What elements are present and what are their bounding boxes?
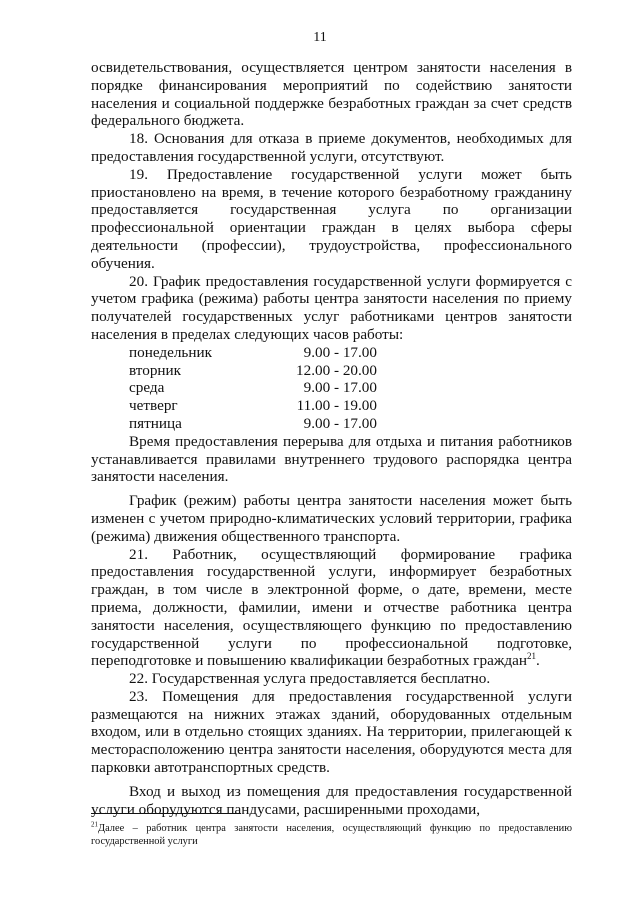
paragraph-schedule-change: График (режим) работы центра занятости населения может быть изменен с учетом природно-климатических условий территории, графика (режима) движения общественного транспорта. [91, 492, 572, 545]
footnote-divider [91, 813, 241, 814]
schedule-day: понедельник [129, 343, 212, 361]
schedule-time: 11.00 - 19.00 [296, 397, 377, 415]
paragraph-continuation: освидетельствования, осуществляется центром занятости населения в порядке финансирования мероприятий по содействию занятости населения и социальной поддержке безработных граждан за счет средств федерального бюджета. [91, 59, 572, 130]
paragraph-22: 22. Государственная услуга предоставляется бесплатно. [129, 670, 491, 688]
table-row [129, 397, 377, 415]
schedule-day: вторник [129, 361, 182, 379]
document-body [91, 59, 572, 818]
table-row [129, 379, 377, 397]
page-number: 11 [313, 30, 327, 45]
paragraph-23: 23. Помещения для предоставления государственной услуги размещаются на нижних этажах зданий, оборудованных отдельным входом, или в отдельно стоящих зданиях. На территории, прилегающей к месторасположению центра занятости населения, оборудуются места для парковки автотранспортных средств. [91, 687, 572, 777]
schedule-day: пятница [129, 414, 182, 432]
footnote [91, 822, 572, 848]
table-row [129, 362, 377, 380]
footnote-mark: 21 [91, 820, 98, 829]
paragraph-20: 20. График предоставления государственной услуги формируется с учетом графика (режима) работы центра занятости населения по приему получателей государственных услуг работниками центров занятости населения в пределах следующих часов работы: [91, 272, 572, 343]
footnote-text: Далее – работник центра занятости населения, осуществляющий функцию по предоставлению государственной услуги [91, 823, 572, 847]
schedule-time: 9.00 - 17.00 [303, 379, 377, 397]
paragraph-21-text: 21. Работник, осуществляющий формирование графика предоставления государственной услуги, информирует безработных граждан, в том числе в электронной форме, о дате, времени, месте приема, должности, фамилии, имени и отчестве работника центра занятости населения, осуществляющего функцию по предоставлению государственной услуги по профессиональной подготовке, переподготовке и повышению квалификации безработных граждан [91, 545, 572, 670]
schedule-time: 9.00 - 17.00 [303, 343, 377, 361]
paragraph-break-time: Время предоставления перерыва для отдыха и питания работников устанавливается правилами внутреннего трудового распорядка центра занятости населения. [91, 432, 572, 486]
schedule-time: 12.00 - 20.00 [296, 361, 377, 379]
footnote-reference[interactable]: 21 [526, 651, 536, 662]
paragraph-19: 19. Предоставление государственной услуги может быть приостановлено на время, в течение которого безработному гражданину предоставляется государственная услуга по организации профессиональной ориентации граждан в целях выбора сферы деятельности (профессии), трудоустройства, профессионального обучения. [91, 165, 572, 272]
schedule-day: четверг [129, 397, 178, 415]
paragraph-entry-exit: Вход и выход из помещения для предоставления государственной услуги оборудуются пандусами, расширенными проходами, [91, 782, 572, 818]
paragraph-18: 18. Основания для отказа в приеме документов, необходимых для предоставления государственной услуги, отсутствуют. [91, 130, 572, 165]
work-schedule-table [129, 344, 377, 433]
table-row [129, 344, 377, 362]
schedule-day: среда [129, 379, 165, 397]
table-row [129, 415, 377, 433]
schedule-time: 9.00 - 17.00 [303, 414, 377, 432]
paragraph-21: 21. Работник, осуществляющий формирование графика предоставления государственной услуги, информирует безработных граждан, в том числе в электронной форме, о дате, времени, месте приема, должности, фамилии, имени и отчестве работника центра занятости населения, осуществляющего функцию по предоставлению государственной услуги по профессиональной подготовке, переподготовке и повышению квалификации безработных граждан$^{21}$. [91, 545, 572, 670]
